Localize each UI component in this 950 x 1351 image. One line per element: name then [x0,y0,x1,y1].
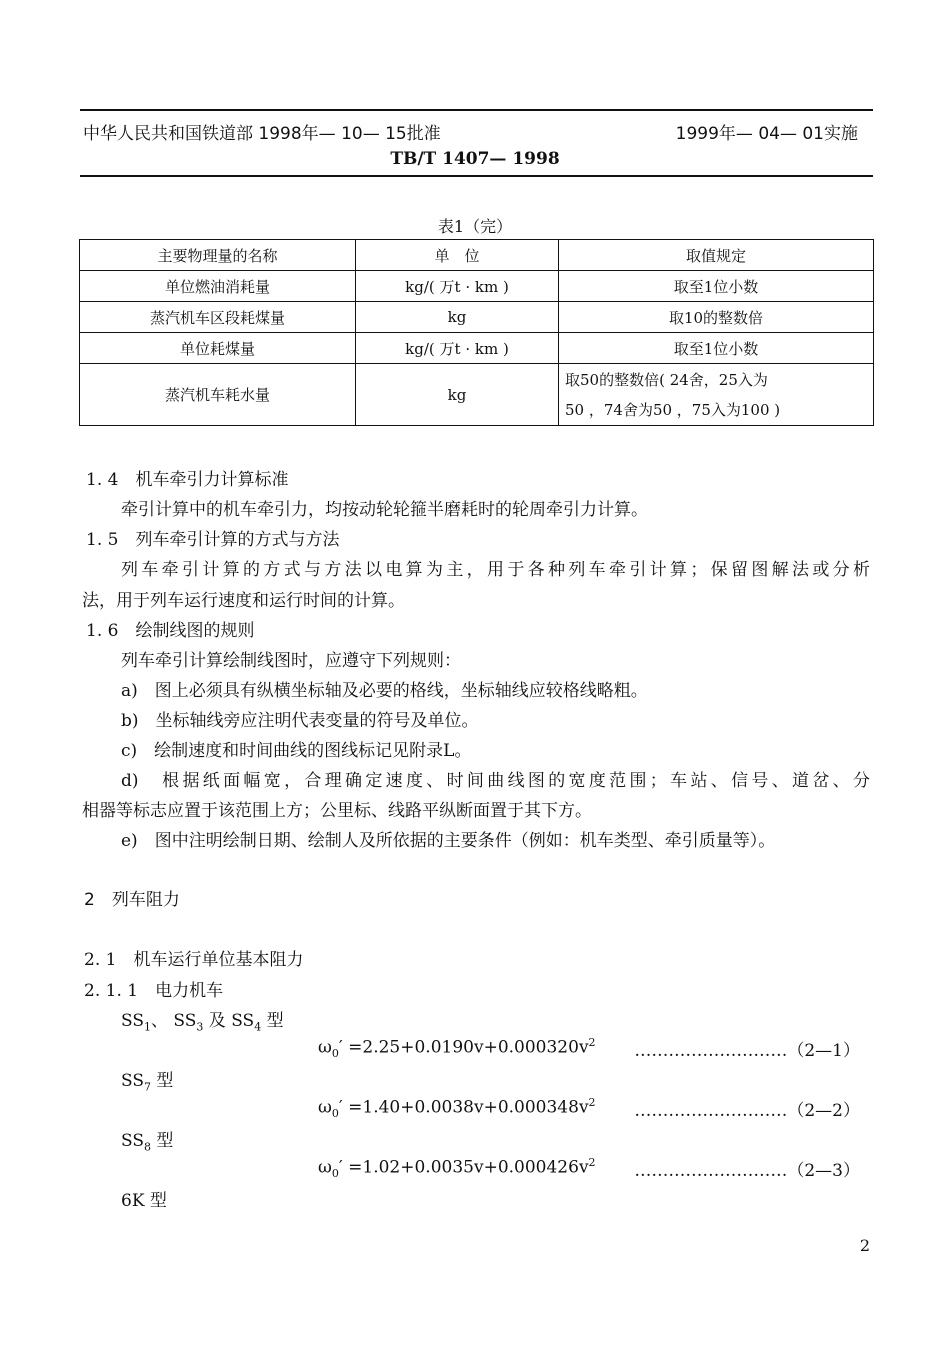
section-2-1-1-title: 2. 1. 1 电力机车 [84,981,224,1001]
section-1-5-text-line2: 法，用于列车运行速度和运行时间的计算。 [82,591,405,611]
loco-type-6k: 6K 型 [121,1191,167,1211]
units-table [79,239,874,426]
section-1-6-title: 1. 6 绘制线图的规则 [86,621,255,641]
table-cell: kg [356,302,559,333]
rule-item-a: a) 图上必须具有纵横坐标轴及必要的格线，坐标轴线应较格线略粗。 [121,681,648,701]
table-cell: 单位燃油消耗量 [80,271,356,302]
table-cell: 蒸汽机车区段耗煤量 [80,302,356,333]
section-1-5-text-line1: 列车牵引计算的方式与方法以电算为主，用于各种列车牵引计算；保留图解法或分析 [121,560,870,580]
section-1-4-text: 牵引计算中的机车牵引力，均按动轮轮箍半磨耗时的轮周牵引力计算。 [121,500,648,520]
table-caption: 表1（完） [437,217,513,236]
section-2-1-title: 2. 1 机车运行单位基本阻力 [84,950,304,970]
section-1-6-intro: 列车牵引计算绘制线图时，应遵守下列规则： [121,651,461,671]
rule-item-c: c) 绘制速度和时间曲线的图线标记见附录L。 [121,741,472,761]
formula-2-2: $\omega_0' =1.40+0.0038v+0.000348v^2$ [318,1096,596,1121]
loco-type-ss7: $SS_7$ 型 [121,1071,174,1094]
section-1-4-title: 1. 4 机车牵引力计算标准 [86,470,289,490]
section-2-title: 2 列车阻力 [84,890,180,910]
table-header-cell: 取值规定 [559,240,874,271]
rule-item-e: e) 图中注明绘制日期、绘制人及所依据的主要条件（例如：机车类型、牵引质量等）。 [121,831,776,851]
loco-type-ss1-ss3-ss4: $SS_1$、 $SS_3$ 及 $SS_4$ 型 [121,1011,284,1034]
table-row [80,364,874,426]
formula-2-3: $\omega_0' =1.02+0.0035v+0.000426v^2$ [318,1156,596,1181]
table-cell: kg/( 万t · km ) [356,333,559,364]
table-header-row [80,240,874,271]
table-cell: kg [356,364,559,426]
table-cell: 取至1位小数 [559,333,874,364]
rule-item-d-line2: 相器等标志应置于该范围上方；公里标、线路平纵断面置于其下方。 [82,801,592,821]
header-top-rule [80,109,873,111]
page-number: 2 [859,1236,870,1255]
table-header-cell: 单 位 [356,240,559,271]
standard-code: TB/T 1407— 1998 [390,149,560,169]
table-cell: 取至1位小数 [559,271,874,302]
table-header-cell: 主要物理量的名称 [80,240,356,271]
table-cell-line: 50 ，74舍为50 ，75入为100 ) [565,400,781,419]
table-row [80,333,874,364]
table-cell: 蒸汽机车耗水量 [80,364,356,426]
formula-2-1-number: ………………………（2—1） [634,1041,860,1061]
table-cell: 取10的整数倍 [559,302,874,333]
implementation-date: 1999年— 04— 01实施 [675,124,858,144]
table-row [80,271,874,302]
rule-item-d-line1: d) 根据纸面幅宽，合理确定速度、时间曲线图的宽度范围；车站、信号、道岔、分 [121,771,870,791]
table-cell: 单位耗煤量 [80,333,356,364]
formula-2-1: $\omega_0' =2.25+0.0190v+0.000320v^2$ [318,1036,596,1061]
table-cell-line: 取50的整数倍( 24舍，25入为 [565,370,768,389]
header-bottom-rule [80,175,873,177]
section-1-5-title: 1. 5 列车牵引计算的方式与方法 [86,530,340,550]
loco-type-ss8: $SS_8$ 型 [121,1131,174,1154]
rule-item-b: b) 坐标轴线旁应注明代表变量的符号及单位。 [121,711,479,731]
table-row [80,302,874,333]
formula-2-3-number: ………………………（2—3） [634,1161,860,1181]
table-cell-multiline [559,364,874,426]
formula-2-2-number: ………………………（2—2） [634,1101,860,1121]
table-cell: kg/( 万t · km ) [356,271,559,302]
approval-date: 中华人民共和国铁道部 1998年— 10— 15批准 [83,124,441,144]
